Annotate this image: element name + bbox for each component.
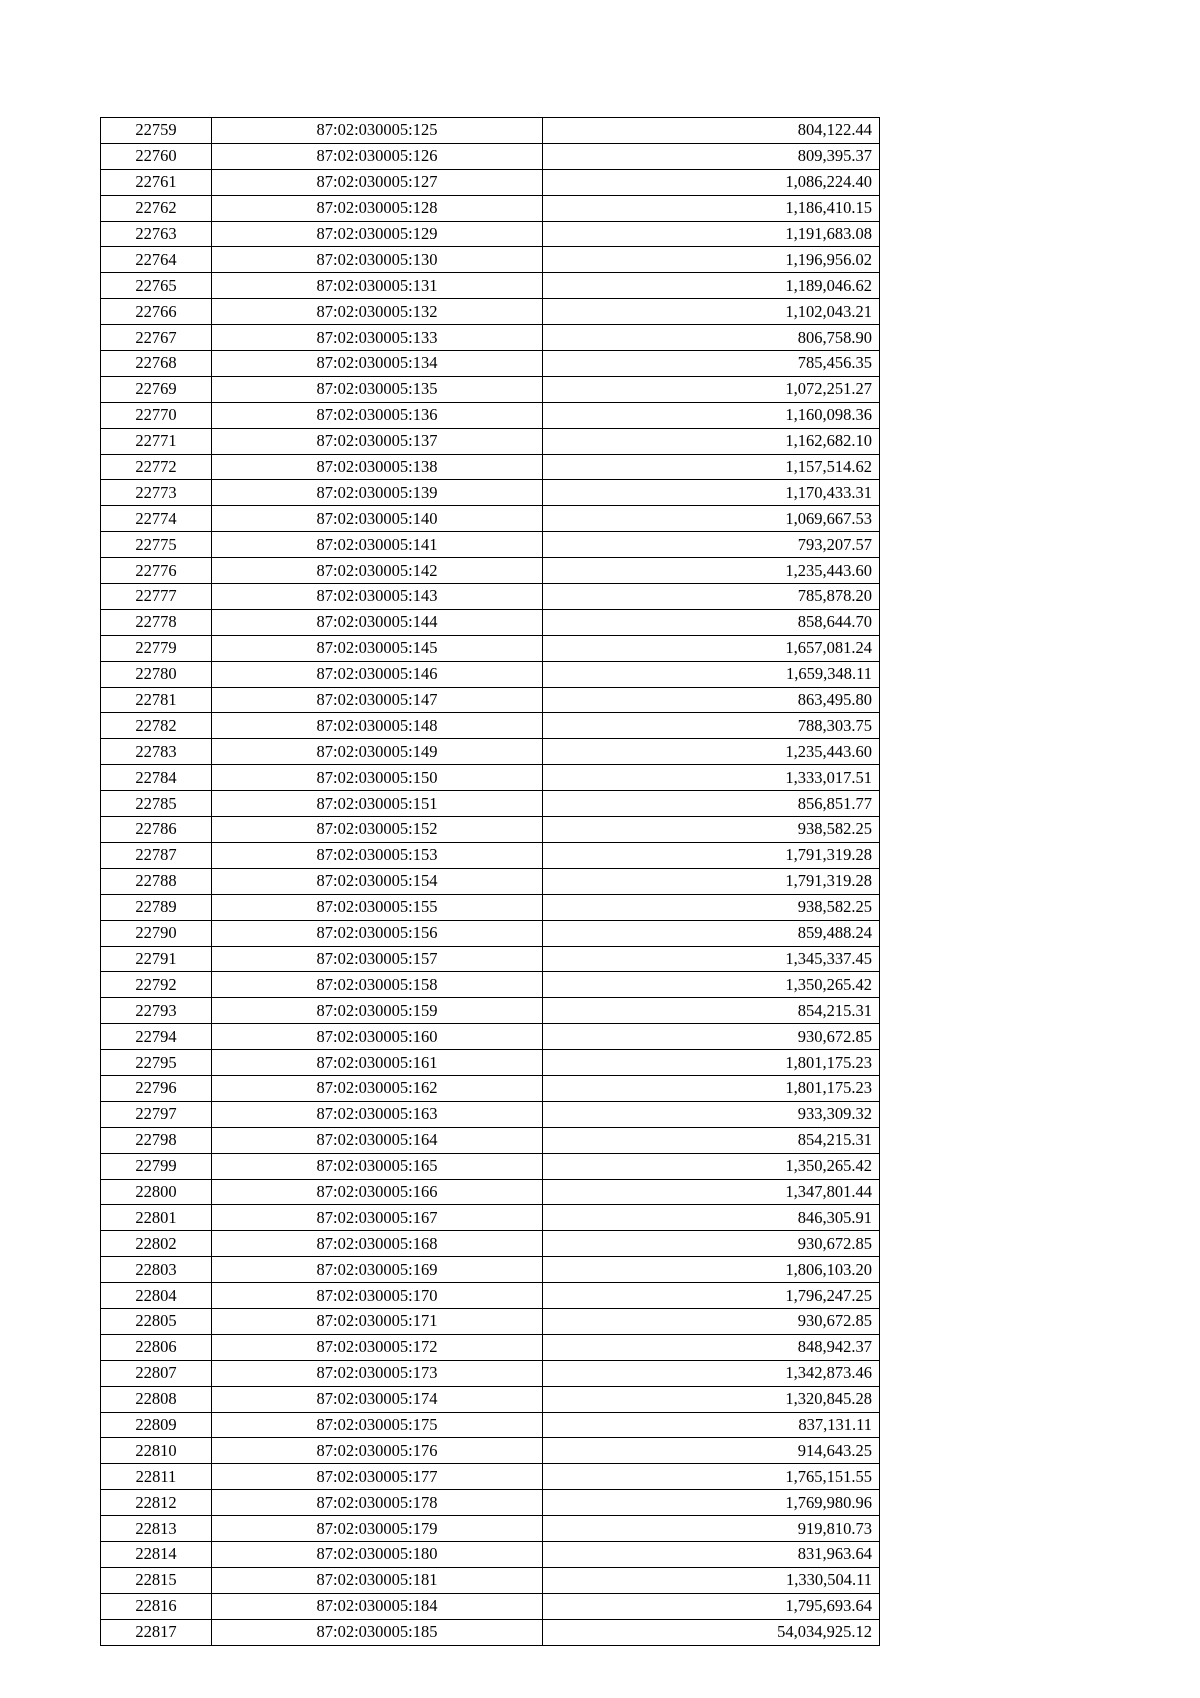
cadastral-number-cell: 87:02:030005:174 [212, 1386, 543, 1412]
cadastral-value-cell: 806,758.90 [543, 325, 880, 351]
row-number-cell: 22789 [101, 894, 212, 920]
cadastral-value-cell: 1,189,046.62 [543, 273, 880, 299]
cadastral-value-cell: 858,644.70 [543, 609, 880, 635]
row-number-cell: 22809 [101, 1412, 212, 1438]
table-row [101, 1619, 880, 1645]
cadastral-value-cell: 863,495.80 [543, 687, 880, 713]
document-page [100, 117, 879, 1646]
cadastral-value-cell: 804,122.44 [543, 118, 880, 144]
table-row [101, 325, 880, 351]
cadastral-value-cell: 1,162,682.10 [543, 428, 880, 454]
cadastral-number-cell: 87:02:030005:161 [212, 1050, 543, 1076]
table-row [101, 739, 880, 765]
row-number-cell: 22768 [101, 351, 212, 377]
table-row [101, 868, 880, 894]
cadastral-number-cell: 87:02:030005:165 [212, 1153, 543, 1179]
table-row [101, 558, 880, 584]
table-row [101, 635, 880, 661]
cadastral-value-cell: 930,672.85 [543, 1231, 880, 1257]
cadastral-value-table [100, 117, 880, 1646]
table-row [101, 1334, 880, 1360]
cadastral-value-cell: 856,851.77 [543, 791, 880, 817]
cadastral-value-cell: 933,309.32 [543, 1101, 880, 1127]
cadastral-number-cell: 87:02:030005:158 [212, 972, 543, 998]
table-row [101, 1593, 880, 1619]
cadastral-value-cell: 1,072,251.27 [543, 376, 880, 402]
cadastral-number-cell: 87:02:030005:153 [212, 842, 543, 868]
cadastral-number-cell: 87:02:030005:184 [212, 1593, 543, 1619]
cadastral-value-cell: 1,347,801.44 [543, 1179, 880, 1205]
cadastral-value-cell: 1,186,410.15 [543, 195, 880, 221]
cadastral-value-cell: 938,582.25 [543, 817, 880, 843]
cadastral-value-cell: 1,796,247.25 [543, 1283, 880, 1309]
table-row [101, 1231, 880, 1257]
cadastral-value-cell: 1,345,337.45 [543, 946, 880, 972]
row-number-cell: 22779 [101, 635, 212, 661]
cadastral-value-cell: 1,659,348.11 [543, 661, 880, 687]
cadastral-number-cell: 87:02:030005:167 [212, 1205, 543, 1231]
cadastral-number-cell: 87:02:030005:133 [212, 325, 543, 351]
cadastral-number-cell: 87:02:030005:185 [212, 1619, 543, 1645]
cadastral-value-cell: 788,303.75 [543, 713, 880, 739]
cadastral-number-cell: 87:02:030005:155 [212, 894, 543, 920]
cadastral-number-cell: 87:02:030005:146 [212, 661, 543, 687]
row-number-cell: 22770 [101, 402, 212, 428]
cadastral-number-cell: 87:02:030005:151 [212, 791, 543, 817]
row-number-cell: 22786 [101, 817, 212, 843]
cadastral-number-cell: 87:02:030005:147 [212, 687, 543, 713]
table-row [101, 402, 880, 428]
cadastral-number-cell: 87:02:030005:127 [212, 169, 543, 195]
cadastral-value-cell: 1,170,433.31 [543, 480, 880, 506]
cadastral-number-cell: 87:02:030005:173 [212, 1360, 543, 1386]
cadastral-number-cell: 87:02:030005:157 [212, 946, 543, 972]
table-row [101, 195, 880, 221]
table-row [101, 1464, 880, 1490]
row-number-cell: 22788 [101, 868, 212, 894]
table-row [101, 791, 880, 817]
table-row [101, 842, 880, 868]
row-number-cell: 22796 [101, 1075, 212, 1101]
cadastral-value-cell: 859,488.24 [543, 920, 880, 946]
cadastral-number-cell: 87:02:030005:132 [212, 299, 543, 325]
cadastral-value-cell: 854,215.31 [543, 998, 880, 1024]
table-row [101, 1567, 880, 1593]
cadastral-value-cell: 1,791,319.28 [543, 868, 880, 894]
cadastral-number-cell: 87:02:030005:156 [212, 920, 543, 946]
row-number-cell: 22803 [101, 1257, 212, 1283]
row-number-cell: 22816 [101, 1593, 212, 1619]
row-number-cell: 22790 [101, 920, 212, 946]
row-number-cell: 22780 [101, 661, 212, 687]
row-number-cell: 22799 [101, 1153, 212, 1179]
row-number-cell: 22771 [101, 428, 212, 454]
cadastral-number-cell: 87:02:030005:125 [212, 118, 543, 144]
cadastral-value-cell: 1,791,319.28 [543, 842, 880, 868]
cadastral-value-cell: 930,672.85 [543, 1308, 880, 1334]
cadastral-value-cell: 1,333,017.51 [543, 765, 880, 791]
row-number-cell: 22814 [101, 1541, 212, 1567]
cadastral-value-cell: 1,801,175.23 [543, 1050, 880, 1076]
row-number-cell: 22776 [101, 558, 212, 584]
cadastral-number-cell: 87:02:030005:144 [212, 609, 543, 635]
row-number-cell: 22784 [101, 765, 212, 791]
row-number-cell: 22764 [101, 247, 212, 273]
table-row [101, 1438, 880, 1464]
cadastral-value-cell: 809,395.37 [543, 143, 880, 169]
table-row [101, 1153, 880, 1179]
row-number-cell: 22806 [101, 1334, 212, 1360]
cadastral-number-cell: 87:02:030005:152 [212, 817, 543, 843]
table-row [101, 1257, 880, 1283]
cadastral-number-cell: 87:02:030005:179 [212, 1516, 543, 1542]
table-row [101, 1050, 880, 1076]
table-row [101, 1283, 880, 1309]
cadastral-number-cell: 87:02:030005:168 [212, 1231, 543, 1257]
cadastral-number-cell: 87:02:030005:150 [212, 765, 543, 791]
cadastral-value-cell: 854,215.31 [543, 1127, 880, 1153]
row-number-cell: 22801 [101, 1205, 212, 1231]
cadastral-value-cell: 1,086,224.40 [543, 169, 880, 195]
table-row [101, 532, 880, 558]
table-row [101, 247, 880, 273]
cadastral-number-cell: 87:02:030005:181 [212, 1567, 543, 1593]
table-row [101, 817, 880, 843]
table-row [101, 1179, 880, 1205]
table-row [101, 1490, 880, 1516]
table-row [101, 998, 880, 1024]
row-number-cell: 22778 [101, 609, 212, 635]
cadastral-value-cell: 1,191,683.08 [543, 221, 880, 247]
table-row [101, 506, 880, 532]
table-row [101, 1075, 880, 1101]
table-row [101, 661, 880, 687]
row-number-cell: 22763 [101, 221, 212, 247]
cadastral-value-cell: 837,131.11 [543, 1412, 880, 1438]
cadastral-number-cell: 87:02:030005:171 [212, 1308, 543, 1334]
row-number-cell: 22759 [101, 118, 212, 144]
cadastral-number-cell: 87:02:030005:141 [212, 532, 543, 558]
table-row [101, 1360, 880, 1386]
row-number-cell: 22805 [101, 1308, 212, 1334]
cadastral-number-cell: 87:02:030005:166 [212, 1179, 543, 1205]
row-number-cell: 22766 [101, 299, 212, 325]
row-number-cell: 22765 [101, 273, 212, 299]
row-number-cell: 22782 [101, 713, 212, 739]
cadastral-value-cell: 1,765,151.55 [543, 1464, 880, 1490]
cadastral-number-cell: 87:02:030005:159 [212, 998, 543, 1024]
cadastral-number-cell: 87:02:030005:169 [212, 1257, 543, 1283]
cadastral-value-cell: 848,942.37 [543, 1334, 880, 1360]
cadastral-number-cell: 87:02:030005:160 [212, 1024, 543, 1050]
row-number-cell: 22793 [101, 998, 212, 1024]
cadastral-number-cell: 87:02:030005:172 [212, 1334, 543, 1360]
cadastral-value-cell: 1,350,265.42 [543, 1153, 880, 1179]
row-number-cell: 22775 [101, 532, 212, 558]
table-row [101, 946, 880, 972]
row-number-cell: 22807 [101, 1360, 212, 1386]
cadastral-number-cell: 87:02:030005:143 [212, 584, 543, 610]
cadastral-number-cell: 87:02:030005:135 [212, 376, 543, 402]
table-row [101, 713, 880, 739]
cadastral-value-cell: 1,350,265.42 [543, 972, 880, 998]
row-number-cell: 22774 [101, 506, 212, 532]
row-number-cell: 22800 [101, 1179, 212, 1205]
cadastral-value-cell: 1,196,956.02 [543, 247, 880, 273]
cadastral-number-cell: 87:02:030005:177 [212, 1464, 543, 1490]
cadastral-number-cell: 87:02:030005:164 [212, 1127, 543, 1153]
cadastral-number-cell: 87:02:030005:128 [212, 195, 543, 221]
cadastral-number-cell: 87:02:030005:129 [212, 221, 543, 247]
table-row [101, 480, 880, 506]
table-row [101, 1386, 880, 1412]
row-number-cell: 22773 [101, 480, 212, 506]
row-number-cell: 22787 [101, 842, 212, 868]
row-number-cell: 22808 [101, 1386, 212, 1412]
cadastral-value-cell: 1,160,098.36 [543, 402, 880, 428]
cadastral-value-cell: 1,157,514.62 [543, 454, 880, 480]
table-row [101, 1127, 880, 1153]
row-number-cell: 22760 [101, 143, 212, 169]
cadastral-number-cell: 87:02:030005:154 [212, 868, 543, 894]
cadastral-number-cell: 87:02:030005:170 [212, 1283, 543, 1309]
row-number-cell: 22797 [101, 1101, 212, 1127]
cadastral-value-cell: 793,207.57 [543, 532, 880, 558]
cadastral-value-cell: 831,963.64 [543, 1541, 880, 1567]
cadastral-value-cell: 1,657,081.24 [543, 635, 880, 661]
cadastral-value-cell: 54,034,925.12 [543, 1619, 880, 1645]
row-number-cell: 22802 [101, 1231, 212, 1257]
cadastral-value-cell: 1,320,845.28 [543, 1386, 880, 1412]
row-number-cell: 22813 [101, 1516, 212, 1542]
table-row [101, 972, 880, 998]
table-row [101, 351, 880, 377]
row-number-cell: 22794 [101, 1024, 212, 1050]
table-row [101, 609, 880, 635]
cadastral-number-cell: 87:02:030005:178 [212, 1490, 543, 1516]
cadastral-number-cell: 87:02:030005:145 [212, 635, 543, 661]
row-number-cell: 22804 [101, 1283, 212, 1309]
cadastral-value-cell: 930,672.85 [543, 1024, 880, 1050]
row-number-cell: 22810 [101, 1438, 212, 1464]
table-row [101, 273, 880, 299]
row-number-cell: 22772 [101, 454, 212, 480]
cadastral-number-cell: 87:02:030005:148 [212, 713, 543, 739]
cadastral-number-cell: 87:02:030005:136 [212, 402, 543, 428]
table-row [101, 765, 880, 791]
cadastral-number-cell: 87:02:030005:130 [212, 247, 543, 273]
cadastral-number-cell: 87:02:030005:140 [212, 506, 543, 532]
table-row [101, 1541, 880, 1567]
cadastral-value-cell: 1,235,443.60 [543, 558, 880, 584]
row-number-cell: 22798 [101, 1127, 212, 1153]
cadastral-value-cell: 1,102,043.21 [543, 299, 880, 325]
cadastral-value-cell: 1,795,693.64 [543, 1593, 880, 1619]
cadastral-number-cell: 87:02:030005:180 [212, 1541, 543, 1567]
cadastral-value-cell: 1,235,443.60 [543, 739, 880, 765]
table-row [101, 1412, 880, 1438]
row-number-cell: 22791 [101, 946, 212, 972]
cadastral-value-cell: 1,330,504.11 [543, 1567, 880, 1593]
cadastral-number-cell: 87:02:030005:176 [212, 1438, 543, 1464]
table-row [101, 118, 880, 144]
row-number-cell: 22812 [101, 1490, 212, 1516]
row-number-cell: 22777 [101, 584, 212, 610]
cadastral-number-cell: 87:02:030005:162 [212, 1075, 543, 1101]
row-number-cell: 22762 [101, 195, 212, 221]
row-number-cell: 22781 [101, 687, 212, 713]
cadastral-value-cell: 1,806,103.20 [543, 1257, 880, 1283]
cadastral-number-cell: 87:02:030005:137 [212, 428, 543, 454]
cadastral-number-cell: 87:02:030005:149 [212, 739, 543, 765]
cadastral-value-cell: 938,582.25 [543, 894, 880, 920]
table-row [101, 920, 880, 946]
table-row [101, 376, 880, 402]
table-row [101, 687, 880, 713]
row-number-cell: 22815 [101, 1567, 212, 1593]
cadastral-number-cell: 87:02:030005:142 [212, 558, 543, 584]
cadastral-number-cell: 87:02:030005:163 [212, 1101, 543, 1127]
cadastral-value-cell: 914,643.25 [543, 1438, 880, 1464]
row-number-cell: 22761 [101, 169, 212, 195]
table-body [101, 118, 880, 1646]
row-number-cell: 22767 [101, 325, 212, 351]
cadastral-number-cell: 87:02:030005:139 [212, 480, 543, 506]
row-number-cell: 22817 [101, 1619, 212, 1645]
table-row [101, 169, 880, 195]
table-row [101, 894, 880, 920]
row-number-cell: 22769 [101, 376, 212, 402]
table-row [101, 299, 880, 325]
row-number-cell: 22785 [101, 791, 212, 817]
cadastral-number-cell: 87:02:030005:175 [212, 1412, 543, 1438]
table-row [101, 1024, 880, 1050]
cadastral-number-cell: 87:02:030005:131 [212, 273, 543, 299]
cadastral-value-cell: 1,342,873.46 [543, 1360, 880, 1386]
row-number-cell: 22795 [101, 1050, 212, 1076]
table-row [101, 454, 880, 480]
cadastral-value-cell: 785,878.20 [543, 584, 880, 610]
cadastral-value-cell: 846,305.91 [543, 1205, 880, 1231]
cadastral-value-cell: 1,069,667.53 [543, 506, 880, 532]
cadastral-value-cell: 1,801,175.23 [543, 1075, 880, 1101]
row-number-cell: 22792 [101, 972, 212, 998]
table-row [101, 1101, 880, 1127]
table-row [101, 221, 880, 247]
cadastral-value-cell: 1,769,980.96 [543, 1490, 880, 1516]
cadastral-number-cell: 87:02:030005:138 [212, 454, 543, 480]
table-row [101, 1205, 880, 1231]
table-row [101, 1308, 880, 1334]
row-number-cell: 22811 [101, 1464, 212, 1490]
cadastral-value-cell: 785,456.35 [543, 351, 880, 377]
table-row [101, 428, 880, 454]
cadastral-number-cell: 87:02:030005:134 [212, 351, 543, 377]
table-row [101, 143, 880, 169]
table-row [101, 584, 880, 610]
row-number-cell: 22783 [101, 739, 212, 765]
cadastral-number-cell: 87:02:030005:126 [212, 143, 543, 169]
cadastral-value-cell: 919,810.73 [543, 1516, 880, 1542]
table-row [101, 1516, 880, 1542]
